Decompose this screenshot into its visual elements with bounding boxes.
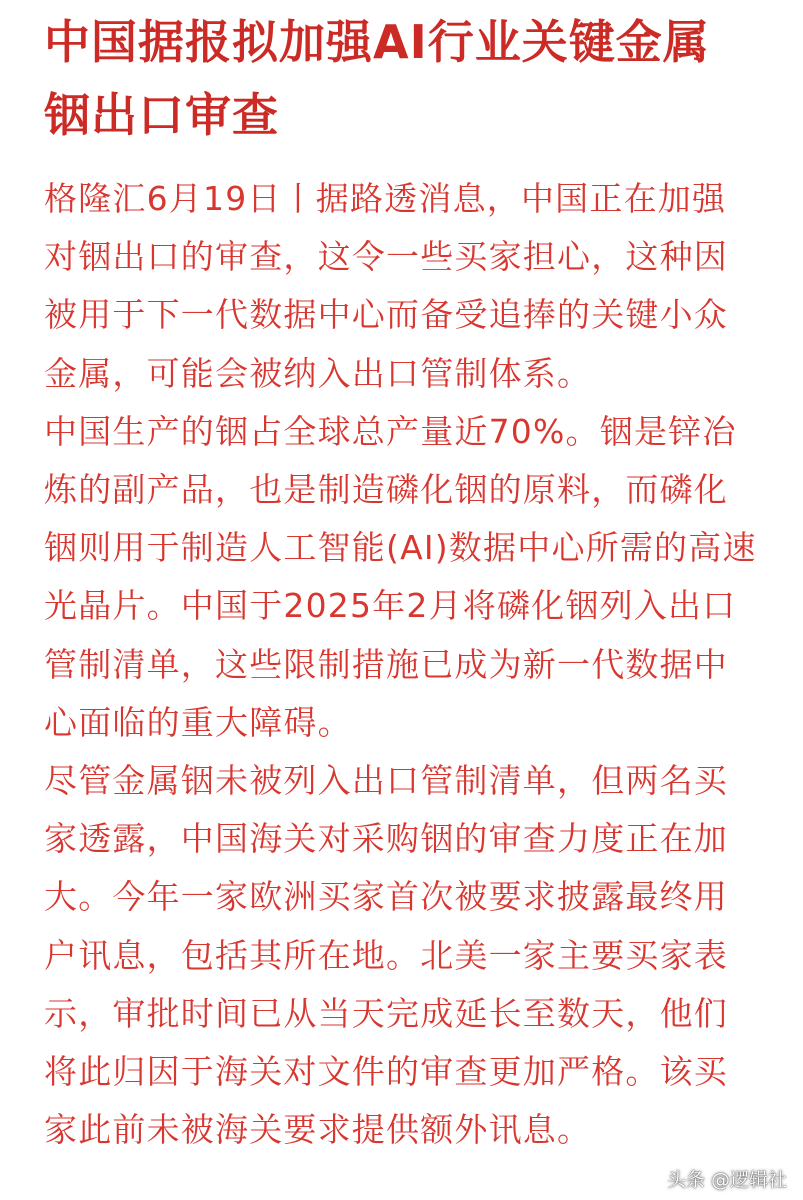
- body-line: 家此前未被海关要求提供额外讯息。: [44, 1110, 592, 1150]
- body-line: 对铟出口的审查，这令一些买家担心，这种因: [44, 237, 728, 277]
- body-line: 将此归因于海关对文件的审查更加严格。该买: [44, 1052, 728, 1092]
- body-line: 被用于下一代数据中心而备受追捧的关键小众: [44, 295, 728, 335]
- body-line: 格隆汇6月19日丨据路透消息，中国正在加强: [44, 179, 727, 218]
- body-line: 大。今年一家欧洲买家首次被要求披露最终用: [44, 877, 728, 917]
- body-line: 金属，可能会被纳入出口管制体系。: [44, 353, 592, 393]
- body-line: 心面临的重大障碍。: [44, 702, 352, 742]
- body-line: 光晶片。中国于2025年2月将磷化铟列入出口: [44, 586, 737, 626]
- body-line: 铟则用于制造人工智能(AI)数据中心所需的高速: [44, 528, 757, 568]
- body-line: 尽管金属铟未被列入出口管制清单，但两名买: [44, 761, 728, 801]
- article-title-line: 铟出口审查: [44, 88, 279, 142]
- body-line: 户讯息，包括其所在地。北美一家主要买家表: [44, 935, 728, 975]
- body-line: 管制清单，这些限制措施已成为新一代数据中: [44, 644, 728, 684]
- body-line: 炼的副产品，也是制造磷化铟的原料，而磷化: [44, 470, 728, 510]
- article-title: [44, 6, 784, 152]
- source-watermark: 头条 @逻辑社: [666, 1169, 787, 1191]
- body-line: 中国生产的铟占全球总产量近70%。铟是锌冶: [44, 411, 737, 451]
- body-line: 示，审批时间已从当天完成延长至数天，他们: [44, 993, 728, 1033]
- article-title-line: 中国据报拟加强AI行业关键金属: [44, 15, 710, 69]
- article-body: [44, 170, 784, 1159]
- body-line: 家透露，中国海关对采购铟的审查力度正在加: [44, 819, 728, 859]
